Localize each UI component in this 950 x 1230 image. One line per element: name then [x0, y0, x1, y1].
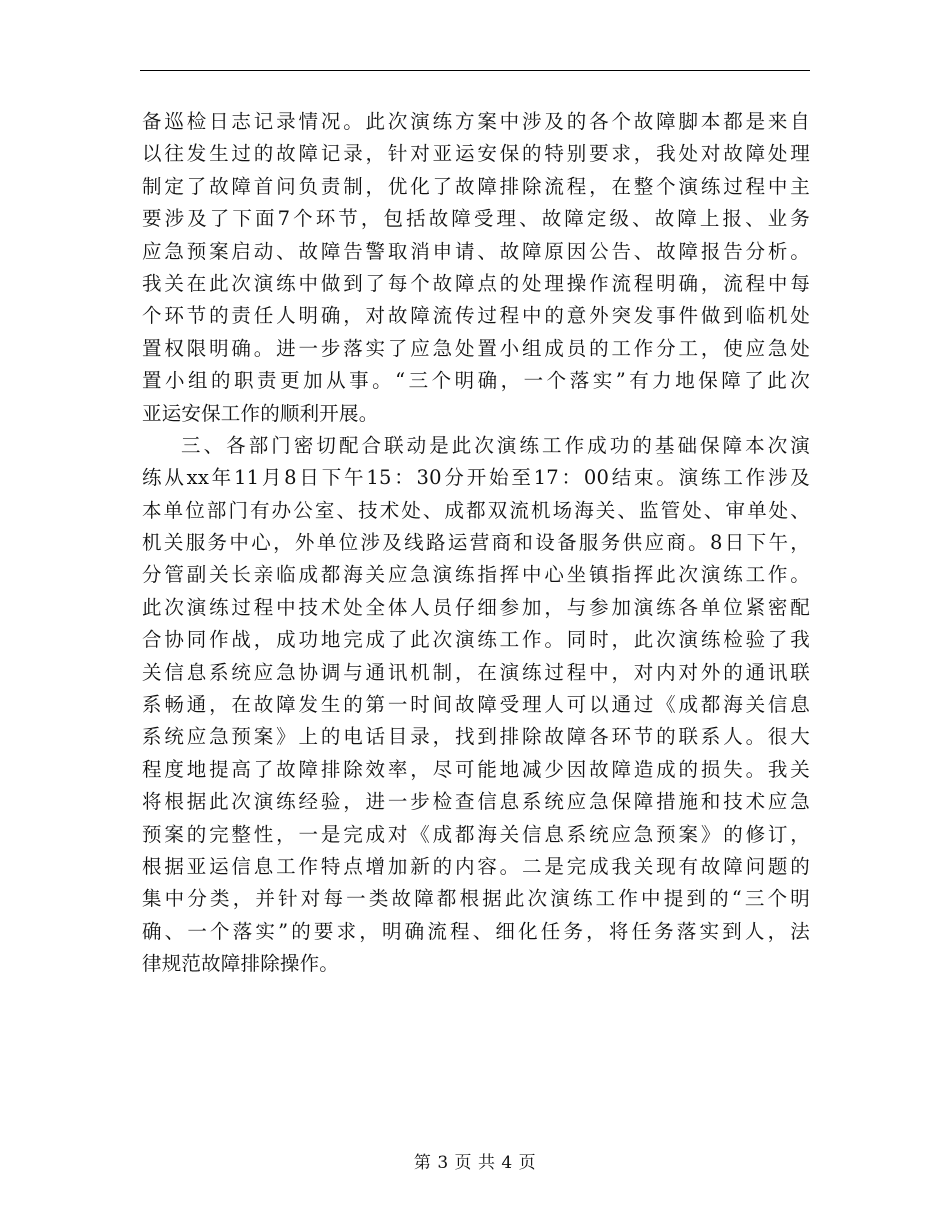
text-line: 应急预案启动、故障告警取消申请、故障原因公告、故障报告分析。 — [142, 239, 810, 263]
text-line: 合协同作战，成功地完成了此次演练工作。同时，此次演练检验了我 — [142, 628, 810, 652]
text-line: 置小组的职责更加从事。“三个明确，一个落实”有力地保障了此次 — [142, 369, 810, 393]
text-line: 预案的完整性，一是完成对《成都海关信息系统应急预案》的修订， — [142, 822, 810, 846]
text-line: 制定了故障首问负责制，优化了故障排除流程，在整个演练过程中主 — [142, 174, 810, 198]
text-line: 程度地提高了故障排除效率，尽可能地减少因故障造成的损失。我关 — [142, 757, 810, 781]
document-body — [142, 106, 810, 981]
text-line: 练从xx年11月8日下午15：30分开始至17：00结束。演练工作涉及 — [142, 466, 810, 490]
paragraph-2 — [142, 430, 810, 981]
text-line: 关信息系统应急协调与通讯机制，在演练过程中，对内对外的通讯联 — [142, 660, 810, 684]
text-line: 根据亚运信息工作特点增加新的内容。二是完成我关现有故障问题的 — [142, 854, 810, 878]
text-line: 要涉及了下面7个环节，包括故障受理、故障定级、故障上报、业务 — [142, 207, 810, 231]
text-line: 备巡检日志记录情况。此次演练方案中涉及的各个故障脚本都是来自 — [142, 110, 810, 133]
text-line: 亚运安保工作的顺利开展。 — [142, 401, 379, 425]
text-line: 三、各部门密切配合联动是此次演练工作成功的基础保障本次演 — [181, 433, 810, 457]
text-line: 机关服务中心，外单位涉及线路运营商和设备服务供应商。8日下午， — [142, 531, 810, 555]
paragraph-1 — [142, 106, 810, 430]
text-line: 确、一个落实”的要求，明确流程、细化任务，将任务落实到人，法 — [142, 919, 810, 943]
text-line: 我关在此次演练中做到了每个故障点的处理操作流程明确，流程中每 — [142, 271, 810, 295]
page-footer: 第 3 页 共 4 页 — [413, 1153, 537, 1173]
header-rule — [140, 70, 810, 71]
text-line: 集中分类，并针对每一类故障都根据此次演练工作中提到的“三个明 — [142, 887, 810, 911]
text-line: 将根据此次演练经验，进一步检查信息系统应急保障措施和技术应急 — [142, 790, 810, 814]
text-line: 分管副关长亲临成都海关应急演练指挥中心坐镇指挥此次演练工作。 — [142, 563, 810, 587]
text-line: 置权限明确。进一步落实了应急处置小组成员的工作分工，使应急处 — [142, 336, 810, 360]
text-line: 以往发生过的故障记录，针对亚运安保的特别要求，我处对故障处理 — [142, 142, 810, 166]
text-line: 系统应急预案》上的电话目录，找到排除故障各环节的联系人。很大 — [142, 725, 810, 749]
text-line: 个环节的责任人明确，对故障流传过程中的意外突发事件做到临机处 — [142, 304, 810, 328]
text-line: 此次演练过程中技术处全体人员仔细参加，与参加演练各单位紧密配 — [142, 595, 810, 619]
text-line: 系畅通，在故障发生的第一时间故障受理人可以通过《成都海关信息 — [142, 693, 810, 717]
text-line: 律规范故障排除操作。 — [142, 952, 340, 976]
text-line: 本单位部门有办公室、技术处、成都双流机场海关、监管处、审单处、 — [142, 498, 810, 522]
